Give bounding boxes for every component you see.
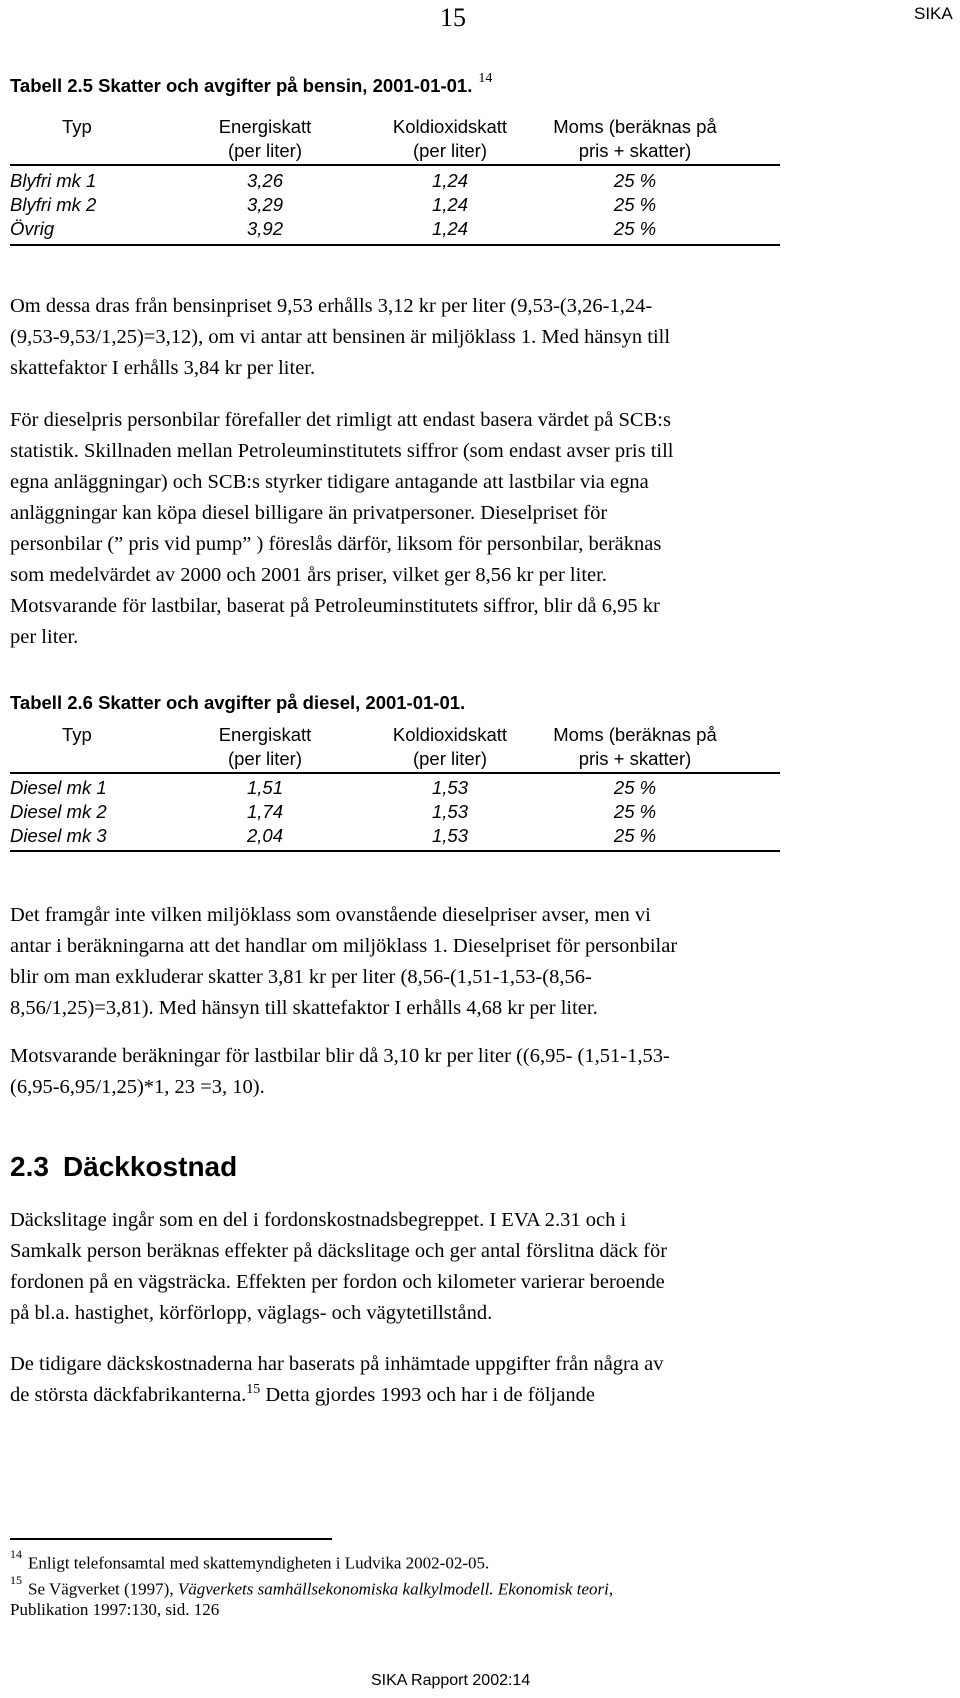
table1-cell-moms: 25 % (613, 218, 657, 239)
table2-header-energi-line1: Energiskatt (218, 724, 312, 745)
table2-cell-koldioxid: 1,53 (431, 777, 468, 798)
table1-cell-koldioxid: 1,24 (431, 170, 468, 191)
footnote-text: Se Vägverket (1997), (28, 1579, 178, 1599)
table2-cell-koldioxid: 1,53 (431, 825, 468, 846)
paragraph-line: Det framgår inte vilken miljöklass som ovanstående dieselpriser avser, men vi (10, 904, 651, 926)
table2-header-rule (10, 772, 780, 774)
footnote-number: 14 (10, 1547, 22, 1561)
table2-header-koldioxid (370, 723, 530, 771)
table1-caption (10, 71, 493, 97)
table1-cell-type: Blyfri mk 1 (10, 170, 97, 191)
table1-header-energi-line1: Energiskatt (218, 116, 312, 137)
table2-cell-koldioxid: 1,53 (431, 801, 468, 822)
table2-cell-type: Diesel mk 2 (10, 801, 107, 822)
section-title: Däckkostnad (62, 1151, 238, 1182)
section-heading (10, 1151, 237, 1183)
table1-cell-energi: 3,92 (246, 218, 283, 239)
table1-cell-energi: 3,26 (246, 170, 283, 191)
table2-header-moms-line1: Moms (beräknas på (553, 724, 717, 745)
table1-cell-type: Övrig (10, 218, 55, 239)
paragraph-line: på bl.a. hastighet, körförlopp, väglags- och vägytetillstånd. (10, 1302, 493, 1324)
paragraph-line: 8,56/1,25)=3,81). Med hänsyn till skattefaktor I erhålls 4,68 kr per liter. (10, 997, 598, 1019)
paragraph-line: De tidigare däckskostnaderna har baserats på inhämtade uppgifter från några av (10, 1353, 664, 1375)
paragraph-line: per liter. (10, 626, 79, 648)
table2-header-koldioxid-line2: (per liter) (412, 748, 487, 769)
table1-cell-moms: 25 % (613, 170, 657, 191)
table2-header-typ: Typ (62, 724, 92, 745)
paragraph-line: fordonen på en vägsträcka. Effekten per fordon och kilometer varierar beroende (10, 1271, 665, 1293)
table1-cell-koldioxid: 1,24 (431, 194, 468, 215)
paragraph-lastbilar (10, 1041, 890, 1103)
table1-header-rule (10, 164, 780, 166)
paragraph-line: Däckslitage ingår som en del i fordonskostnadsbegreppet. I EVA 2.31 och i (10, 1209, 627, 1231)
table1-bottom-rule (10, 244, 780, 246)
table1-cell-energi: 3,29 (246, 194, 283, 215)
table1-header-moms-line1: Moms (beräknas på (553, 116, 717, 137)
table1-cell-type: Blyfri mk 2 (10, 194, 97, 215)
paragraph-text: de största däckfabrikanterna. (10, 1384, 247, 1406)
table1-header-koldioxid-line2: (per liter) (412, 140, 487, 161)
table1-footnote-ref: 14 (478, 71, 493, 86)
paragraph-dackkostnader (10, 1349, 890, 1413)
page-number: 15 (440, 3, 466, 32)
table2-header-energi-line2: (per liter) (227, 748, 302, 769)
footnote-text: Enligt telefonsamtal med skattemyndigheten i Ludvika 2002-02-05. (28, 1553, 490, 1573)
paragraph-diesel-personbil (10, 900, 890, 1024)
table2-header-koldioxid-line1: Koldioxidskatt (392, 724, 508, 745)
footnote-separator (10, 1538, 332, 1540)
table1-cell-koldioxid: 1,24 (431, 218, 468, 239)
table2-cell-moms: 25 % (613, 825, 657, 846)
paragraph-line: Motsvarande beräkningar för lastbilar blir då 3,10 kr per liter ((6,95- (1,51-1,53- (10, 1045, 670, 1067)
table1-header-moms (535, 115, 735, 163)
table2-cell-moms: 25 % (613, 777, 657, 798)
table2-cell-energi: 1,74 (246, 801, 283, 822)
paragraph-line: (6,95-6,95/1,25)*1, 23 =3, 10). (10, 1076, 265, 1098)
paragraph-dieselpris (10, 405, 890, 653)
paragraph-line: Samkalk person beräknas effekter på däckslitage och ger antal förslitna däck för (10, 1240, 668, 1262)
paragraph-dackslitage (10, 1205, 890, 1329)
paragraph-line (10, 1380, 890, 1413)
footnote-number: 15 (10, 1573, 22, 1587)
table2-cell-type: Diesel mk 1 (10, 777, 107, 798)
table2-cell-type: Diesel mk 3 (10, 825, 107, 846)
paragraph-line: antar i beräkningarna att det handlar om miljöklass 1. Dieselpriset för personbilar (10, 935, 678, 957)
table2-bottom-rule (10, 850, 780, 852)
paragraph-line: Om dessa dras från bensinpriset 9,53 erhålls 3,12 kr per liter (9,53-(3,26-1,24- (10, 295, 653, 317)
paragraph-line: blir om man exkluderar skatter 3,81 kr per liter (8,56-(1,51-1,53-(8,56- (10, 966, 592, 988)
paragraph-line: anläggningar kan köpa diesel billigare än privatpersoner. Dieselpriset för (10, 502, 608, 524)
table1-header-moms-line2: pris + skatter) (578, 140, 692, 161)
footnote-15-line2: Publikation 1997:130, sid. 126 (10, 1600, 220, 1619)
paragraph-line: Motsvarande för lastbilar, baserat på Petroleuminstitutets siffror, blir då 6,95 kr (10, 595, 660, 617)
table1-caption-text: Tabell 2.5 Skatter och avgifter på bensin, 2001-01-01. (10, 75, 473, 97)
table2-header-moms (535, 723, 735, 771)
paragraph-line: skattefaktor I erhålls 3,84 kr per liter. (10, 357, 316, 379)
table1-header-energi-line2: (per liter) (227, 140, 302, 161)
paragraph-line: För dieselpris personbilar förefaller det rimligt att endast basera värdet på SCB:s (10, 409, 671, 431)
paragraph-line: som medelvärdet av 2000 och 2001 års priser, vilket ger 8,56 kr per liter. (10, 564, 607, 586)
paragraph-line: personbilar (” pris vid pump” ) föreslås därför, liksom för personbilar, beräknas (10, 533, 662, 555)
footnote-ref-15: 15 (246, 1382, 261, 1397)
brand-label: SIKA (914, 4, 953, 23)
table1-cell-moms: 25 % (613, 194, 657, 215)
table2-cell-moms: 25 % (613, 801, 657, 822)
table1-header-energi (190, 115, 340, 163)
table2-cell-energi: 2,04 (246, 825, 283, 846)
paragraph-line: statistik. Skillnaden mellan Petroleuminstitutets siffror (som endast avser pris till (10, 440, 674, 462)
table1-header-koldioxid-line1: Koldioxidskatt (392, 116, 508, 137)
paragraph-bensin (10, 291, 890, 384)
table2-header-moms-line2: pris + skatter) (578, 748, 692, 769)
table2-caption: Tabell 2.6 Skatter och avgifter på diesel, 2001-01-01. (10, 692, 466, 713)
footnote-italic-title: Vägverkets samhällsekonomiska kalkylmodell. Ekonomisk teori, (177, 1579, 614, 1599)
table2-header-energi (190, 723, 340, 771)
section-number: 2.3 (10, 1151, 49, 1182)
table1-header-koldioxid (370, 115, 530, 163)
table2-cell-energi: 1,51 (246, 777, 283, 798)
paragraph-line: egna anläggningar) och SCB:s styrker tidigare antagande att lastbilar via egna (10, 471, 649, 493)
paragraph-text: Detta gjordes 1993 och har i de följande (260, 1384, 595, 1406)
table1-header-typ: Typ (62, 116, 92, 137)
paragraph-line: (9,53-9,53/1,25)=3,12), om vi antar att bensinen är miljöklass 1. Med hänsyn till (10, 326, 671, 348)
page-footer: SIKA Rapport 2002:14 (371, 1672, 531, 1689)
